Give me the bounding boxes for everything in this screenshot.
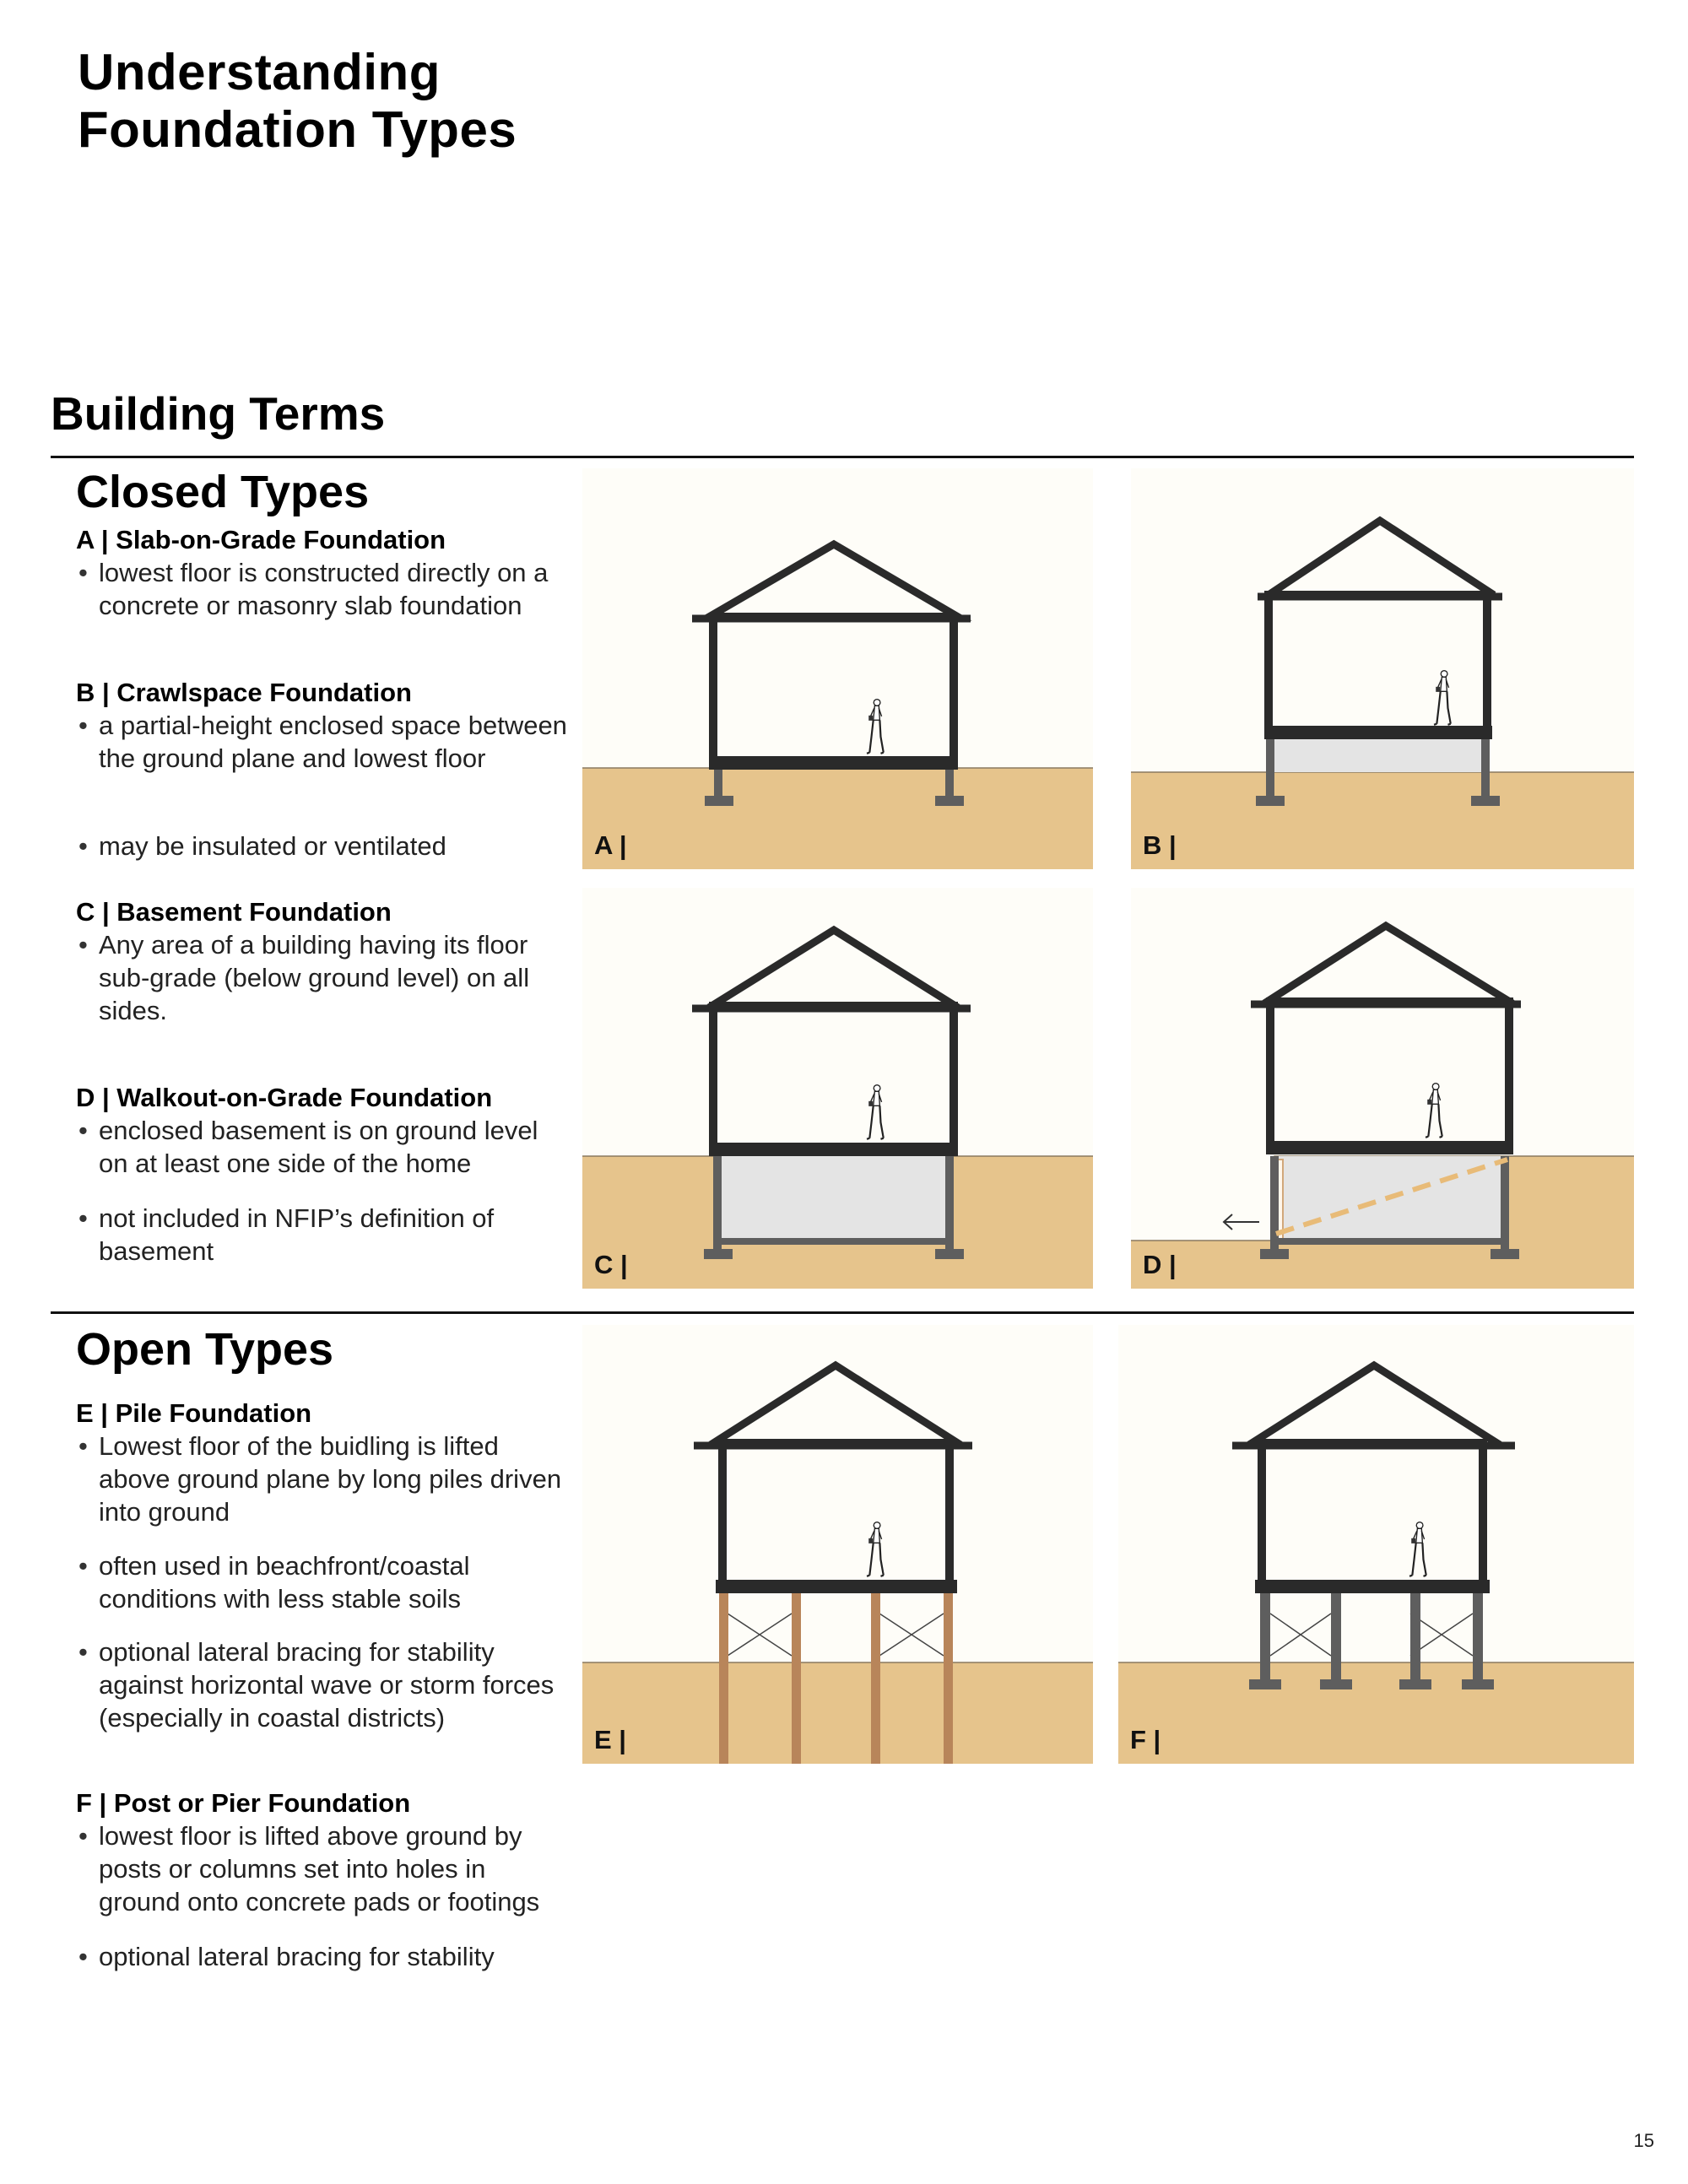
- document-title-line-2: Foundation Types: [78, 101, 517, 158]
- panel-b-label: B |: [1143, 830, 1177, 860]
- term-e-bullet-2: • often used in beachfront/coastal conditions with less stable soils: [99, 1549, 571, 1615]
- term-b-bullet-1: • a partial-height enclosed space between the ground plane and lowest floor: [99, 709, 571, 775]
- ground: [1118, 1662, 1634, 1764]
- term-a-title: A | Slab-on-Grade Foundation: [76, 525, 446, 554]
- term-f-title: F | Post or Pier Foundation: [76, 1788, 411, 1818]
- ground: [1131, 772, 1634, 869]
- term-d-bullet-2: • not included in NFIP’s definition of basement: [99, 1202, 571, 1268]
- document-title-line-1: Understanding: [78, 44, 441, 100]
- panel-f-post-pier: [1118, 1325, 1634, 1764]
- panel-f-label: F |: [1130, 1725, 1161, 1754]
- panel-e-label: E |: [594, 1725, 626, 1754]
- ground: [582, 768, 1093, 869]
- term-d-bullet-1: • enclosed basement is on ground level on at least one side of the home: [99, 1114, 571, 1180]
- slab-on-grade-diagram: [582, 468, 1093, 869]
- panel-c-label: C |: [594, 1250, 628, 1279]
- panel-c-basement: [582, 888, 1093, 1289]
- panel-a-slab-on-grade: [582, 468, 1093, 869]
- term-c-bullet-1: • Any area of a building having its floor sub-grade (below ground level) on all sides.: [99, 928, 571, 1027]
- panel-b-crawlspace: [1131, 468, 1634, 869]
- ground: [582, 1662, 1093, 1764]
- document-title: [78, 44, 517, 159]
- term-c-title: C | Basement Foundation: [76, 897, 392, 927]
- panel-d-walkout: [1131, 888, 1634, 1289]
- crawlspace-diagram: [1131, 468, 1634, 869]
- crawlspace-enclosure: [1274, 738, 1481, 772]
- term-e-bullet-3: • optional lateral bracing for stability against horizontal wave or storm forces (especially in coastal districts): [99, 1635, 571, 1734]
- basement-enclosure: [722, 1156, 945, 1241]
- panel-d-label: D |: [1143, 1250, 1177, 1279]
- pile-diagram: [582, 1325, 1093, 1764]
- walkout-diagram: [1131, 888, 1634, 1289]
- term-d-title: D | Walkout-on-Grade Foundation: [76, 1083, 493, 1112]
- term-f-bullet-1: • lowest floor is lifted above ground by posts or columns set into holes in ground onto concrete pads or footings: [99, 1819, 571, 1918]
- post-pier-diagram: [1118, 1325, 1634, 1764]
- term-b-title: B | Crawlspace Foundation: [76, 678, 412, 707]
- open-types-divider: [51, 1311, 1634, 1314]
- term-f-bullet-2: • optional lateral bracing for stability: [99, 1940, 571, 1973]
- basement-diagram: [582, 888, 1093, 1289]
- term-b-bullet-2: • may be insulated or ventilated: [99, 830, 571, 862]
- closed-types-heading: Closed Types: [76, 467, 370, 517]
- panel-a-label: A |: [594, 830, 627, 860]
- open-types-heading: Open Types: [76, 1324, 334, 1375]
- term-a-bullet-1: • lowest floor is constructed directly on a concrete or masonry slab foundation: [99, 556, 571, 622]
- term-e-title: E | Pile Foundation: [76, 1398, 312, 1428]
- page-number: 15: [1633, 2130, 1654, 2151]
- section-divider: [51, 456, 1634, 458]
- term-e-bullet-1: • Lowest floor of the buidling is lifted above ground plane by long piles driven into ground: [99, 1430, 571, 1528]
- section-title: Building Terms: [51, 387, 386, 440]
- panel-e-pile: [582, 1325, 1093, 1764]
